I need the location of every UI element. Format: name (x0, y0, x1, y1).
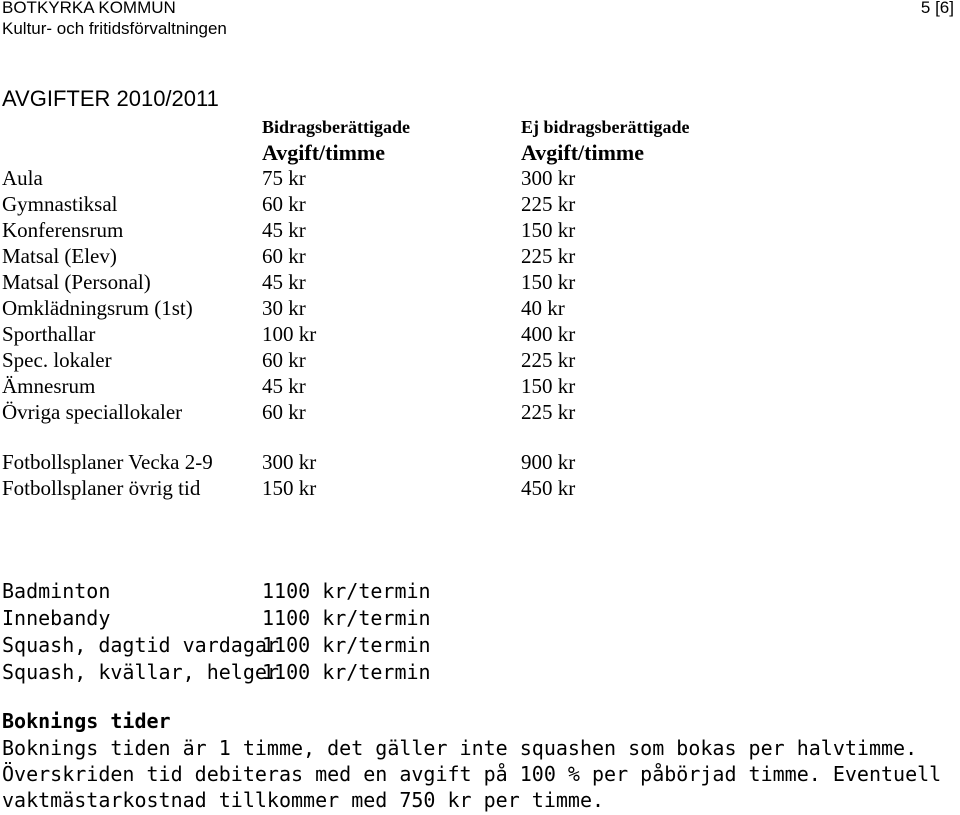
sport-fee: 1100 kr/termin (262, 633, 431, 657)
fee-not-eligible: 150 kr (521, 374, 576, 398)
table-row (0, 476, 960, 502)
table-row (0, 348, 960, 374)
fee-not-eligible: 225 kr (521, 244, 576, 268)
fee-not-eligible: 150 kr (521, 270, 576, 294)
room-name: Gymnastiksal (2, 192, 118, 216)
room-name: Konferensrum (2, 218, 124, 242)
document-title: AVGIFTER 2010/2011 (2, 86, 219, 111)
table-row (0, 192, 960, 218)
room-name: Ämnesrum (2, 374, 96, 398)
fee-eligible: 45 kr (262, 270, 306, 294)
sport-fee: 1100 kr/termin (262, 579, 431, 603)
fee-not-eligible: 900 kr (521, 450, 576, 474)
table-row (0, 400, 960, 426)
sport-name: Badminton (2, 579, 111, 603)
fee-eligible: 150 kr (262, 476, 317, 500)
fee-not-eligible: 150 kr (521, 218, 576, 242)
fee-eligible: 75 kr (262, 166, 306, 190)
sport-name: Innebandy (2, 606, 111, 630)
field-name: Fotbollsplaner övrig tid (2, 476, 201, 500)
column-header-not-eligible: Ej bidragsberättigade (521, 117, 690, 137)
room-name: Matsal (Personal) (2, 270, 151, 294)
room-name: Aula (2, 166, 43, 190)
organization-name: BOTKYRKA KOMMUN (2, 0, 176, 17)
room-name: Spec. lokaler (2, 348, 112, 372)
room-name: Omklädningsrum (1st) (2, 296, 193, 320)
fee-not-eligible: 450 kr (521, 476, 576, 500)
fee-not-eligible: 225 kr (521, 348, 576, 372)
room-name: Matsal (Elev) (2, 244, 117, 268)
table-row (0, 296, 960, 322)
fee-not-eligible: 225 kr (521, 400, 576, 424)
table-row (0, 633, 960, 659)
fee-not-eligible: 225 kr (521, 192, 576, 216)
table-row (0, 218, 960, 244)
fee-eligible: 100 kr (262, 322, 317, 346)
table-row (0, 374, 960, 400)
table-row (0, 244, 960, 270)
sport-name: Squash, dagtid vardagar (2, 633, 279, 657)
table-row (0, 166, 960, 192)
fee-not-eligible: 300 kr (521, 166, 576, 190)
fee-eligible: 60 kr (262, 400, 306, 424)
fee-eligible: 45 kr (262, 374, 306, 398)
fee-eligible: 300 kr (262, 450, 317, 474)
table-row (0, 606, 960, 632)
fee-eligible: 60 kr (262, 348, 306, 372)
table-row (0, 270, 960, 296)
fee-not-eligible: 400 kr (521, 322, 576, 346)
booking-text-line: Boknings tiden är 1 timme, det gäller inte squashen som bokas per halvtimme. (2, 736, 918, 760)
table-row (0, 450, 960, 476)
field-name: Fotbollsplaner Vecka 2-9 (2, 450, 213, 474)
room-name: Sporthallar (2, 322, 96, 346)
fee-eligible: 45 kr (262, 218, 306, 242)
table-row (0, 322, 960, 348)
column-subheader-eligible: Avgift/timme (262, 140, 385, 165)
booking-text-line: Överskriden tid debiteras med en avgift på 100 % per påbörjad timme. Eventuell (2, 762, 942, 786)
booking-section-title: Boknings tider (2, 709, 171, 733)
table-row (0, 660, 960, 686)
fee-eligible: 60 kr (262, 244, 306, 268)
sport-fee: 1100 kr/termin (262, 606, 431, 630)
fee-eligible: 60 kr (262, 192, 306, 216)
sport-fee: 1100 kr/termin (262, 660, 431, 684)
fee-not-eligible: 40 kr (521, 296, 565, 320)
department-name: Kultur- och fritidsförvaltningen (2, 19, 227, 38)
column-header-eligible: Bidragsberättigade (262, 117, 410, 137)
fee-eligible: 30 kr (262, 296, 306, 320)
table-row (0, 579, 960, 605)
sport-name: Squash, kvällar, helger (2, 660, 279, 684)
booking-text-line: vaktmästarkostnad tillkommer med 750 kr per timme. (2, 788, 605, 812)
column-subheader-not-eligible: Avgift/timme (521, 140, 644, 165)
page-number: 5 [6] (920, 0, 954, 17)
room-name: Övriga speciallokaler (2, 400, 183, 424)
